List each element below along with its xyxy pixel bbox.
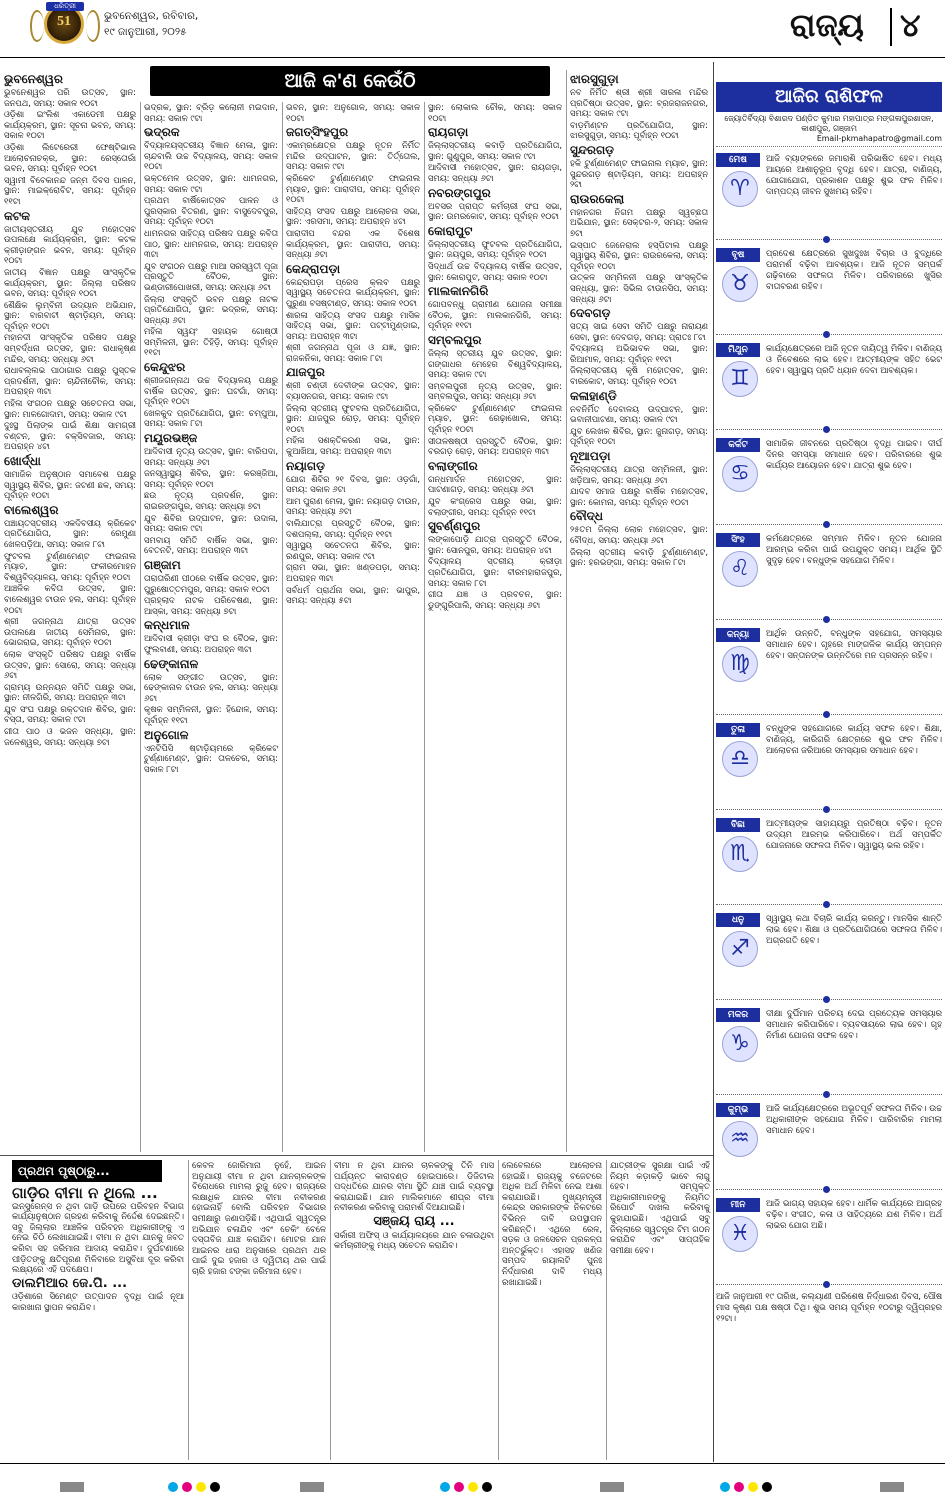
event-entry: ଖେଳକୁଦ ପ୍ରତିଯୋଗିତା, ସ୍ଥାନ: ଚମ୍ପୁଆ, ସମୟ: ସକାଳ ୮ଟା [144, 407, 278, 429]
location-heading: ରାଉରକେଲା [570, 191, 625, 206]
event-entry: ମହିଳା ସ୍ୱୟଂ ସହାୟକ ଗୋଷ୍ଠୀ ସମ୍ମିଳନୀ, ସ୍ଥାନ: ତିହିଡ଼ି, ସମୟ: ପୂର୍ବାହ୍ନ ୧୧ଟା [144, 326, 278, 358]
zodiac-divider [716, 1189, 942, 1190]
event-entry: ଗୀତା ଯଜ୍ଞ ଓ ପ୍ରବଚନ, ସ୍ଥାନ: ଡୁଙ୍ଗୁରିପାଲି, ସମୟ: ସନ୍ଧ୍ୟା ୬ଟା [428, 589, 562, 610]
location-heading: ମାଲକାନଗିରି [428, 284, 489, 299]
horoscope-email: Email-pkmahapatro@gmail.com [716, 134, 942, 147]
column-divider [498, 1160, 499, 1460]
zodiac-divider [716, 904, 942, 905]
zodiac-symbol-icon: ♉ [722, 266, 758, 302]
horoscope-title: ଆଜିର ରାଶିଫଳ [716, 82, 942, 112]
black-dot [762, 1482, 772, 1492]
listing-column-3 [286, 102, 420, 607]
dateline-date: ୧୯ ଜାନୁଆରୀ, ୨୦୨୫ [104, 26, 187, 38]
zodiac-divider [716, 1284, 942, 1285]
event-entry: ଜିଲ୍ଲା ସ୍ତରୀୟ କବାଡ଼ି ଟୁର୍ଣ୍ଣାମେଣ୍ଟ, ସ୍ଥାନ: ହରଭଙ୍ଗା, ସମୟ: ସକାଳ ୮ଟା [570, 546, 708, 568]
event-entry: ଲଙ୍କାପୋଡ଼ି ଯାତ୍ରା ପ୍ରସ୍ତୁତି ବୈଠକ, ସ୍ଥାନ: ସୋନପୁର, ସମୟ: ଅପରାହ୍ନ ୪ଟା [428, 534, 562, 555]
zodiac-entry [716, 147, 942, 242]
event-entry: ବିଦ୍ୟାଳୟସ୍ତରୀୟ ବିଜ୍ଞାନ ମେଳା, ସ୍ଥାନ: ଚାନ୍ଦବାଲି ଉଚ୍ଚ ବିଦ୍ୟାଳୟ, ସମୟ: ସକାଳ ୧୦ଟା [144, 140, 278, 172]
event-entry: ନବ ନିର୍ମିତ ଶ୍ରୀ ଶ୍ରୀ ସାରଳା ମନ୍ଦିର ପ୍ରତିଷ୍ଠା ଉତ୍ସବ, ସ୍ଥାନ: ବ୍ରଜରାଜନଗର, ସମୟ: ସକାଳ ୯ଟା [570, 87, 708, 119]
event-entry: ଆଦିବାସୀ ମହୋତ୍ସବ, ସ୍ଥାନ: ରାୟଗଡ଼ା, ସମୟ: ସନ୍ଧ୍ୟା ୬ଟା [428, 162, 562, 183]
location-heading: କଳାହାଣ୍ଡି [570, 388, 617, 403]
zodiac-divider [716, 714, 942, 715]
zodiac-name: ମକର [716, 1008, 760, 1022]
story-text: ଇନ୍ସୁରେନ୍ସ ନ ଥିବା ଗାଡ଼ି ଉପରେ ପରିବହନ ବିଭାଗ କାର୍ଯ୍ୟାନୁଷ୍ଠାନ ଗ୍ରହଣ କରିବାକୁ ନିର୍ଦ୍ଦେଶ ଦେଇଛନ୍ତି। ସବୁ ଜିଲ୍ଲାର ଆଞ୍ଚଳିକ ପରିବହନ ଅଧିକାରୀଙ୍କୁ ଏ ନେଇ ଚିଠି ଲେଖାଯାଇଛି। ବୀମା ନ ଥିବା ଯାନକୁ ଜବତ କରିବା ସହ ଜରିମାନା ଆଦାୟ କରାଯିବ। ଦୁର୍ଘଟଣାରେ ପୀଡ଼ିତଙ୍କୁ କ୍ଷତିପୂରଣ ମିଳିବାରେ ଅସୁବିଧା ଦୂର କରିବା ଲକ୍ଷ୍ୟରେ ଏହି ପଦକ୍ଷେପ। [12, 1200, 184, 1275]
story-column-1 [12, 1184, 184, 1313]
listing-column-2 [144, 102, 278, 775]
zodiac-name: କୁମ୍ଭ [716, 1103, 760, 1117]
event-entry: ଏକାମ୍ରକ୍ଷେତ୍ର ପକ୍ଷରୁ ନୂତନ ନିର୍ମିତ ମନ୍ଦିର ଉଦ୍‌ଘାଟନ, ସ୍ଥାନ: ତିର୍ତ୍ତୋଲ, ସମୟ: ସକାଳ ୯ଟା [286, 140, 420, 172]
registration-bar [880, 1482, 904, 1492]
event-entry: ଗନ୍ଧମାର୍ଦନ ମହୋତ୍ସବ, ସ୍ଥାନ: ପାଟଣାଗଡ଼, ସମୟ: ସନ୍ଧ୍ୟା ୬ଟା [428, 473, 562, 495]
zodiac-divider [716, 619, 942, 620]
zodiac-name: ମୀନ [716, 1198, 760, 1212]
location-heading: କନ୍ଧମାଳ [144, 618, 190, 633]
laurel-left-icon [30, 10, 44, 42]
column-divider [330, 1160, 331, 1460]
event-entry: ଭଦ୍ରକ, ସ୍ଥାନ: ବ୍ରିଡ଼ କଲୋନୀ ମଇଦାନ, ସମୟ: ସକାଳ ୯ଟା [144, 102, 278, 123]
event-entry: ଆଦିବାସୀ କ୍ରୀଡ଼ା ସଂଘ ର ବୈଠକ, ସ୍ଥାନ: ଫୁଲବାଣୀ, ସମୟ: ଅପରାହ୍ନ ୩ଟା [144, 633, 278, 654]
zodiac-prediction: ପ୍ରଦେଶ କ୍ଷେତ୍ରରେ ସୁଖଦୁଃଖ ବିଚାର ଓ ବୁଦ୍ଧିରେ ପରାମର୍ଶ ବଢ଼ିବା ଆବଶ୍ୟକ। ଆଜି ନୂତନ ସମ୍ପର୍କ ଗଢ଼ିବାରେ ସଫଳତା ମିଳିବ। ପରିବାରରେ ଖୁସିର ବାତାବରଣ ରହିବ। [766, 248, 942, 291]
dateline [104, 8, 198, 40]
zodiac-name: କର୍କଟ [716, 438, 760, 452]
listing-column-5 [570, 70, 708, 569]
listing-banner: ଆଜି କ'ଣ କେଉଁଠି [150, 66, 550, 96]
zodiac-divider [716, 1094, 942, 1095]
story-column-3 [334, 1160, 494, 1251]
cyan-dot [720, 1482, 730, 1492]
zodiac-prediction: କର୍ମକ୍ଷେତ୍ରରେ ସମ୍ମାନ ମିଳିବ। ନୂତନ ଯୋଜନା ଆରମ୍ଭ କରିବା ପାଇଁ ଉପଯୁକ୍ତ ସମୟ। ଆର୍ଥିକ ସ୍ଥିତି ସୁଦୃଢ଼ ହେବ। ବନ୍ଧୁଙ୍କ ସହଯୋଗ ମିଳିବ। [766, 533, 942, 565]
zodiac-entry [716, 432, 942, 527]
events-listing [0, 62, 712, 1152]
section-separator [890, 8, 892, 46]
location-heading: କେନ୍ଦୁଝର [144, 360, 186, 375]
zodiac-entry [716, 337, 942, 432]
registration-bar [600, 1482, 624, 1492]
story-byline: ସଞ୍ଜୟ ରାୟ ... [373, 1213, 455, 1229]
event-entry: ଜିଲ୍ଲାସ୍ତରୀୟ ଯାତ୍ରା ସମ୍ମିଳନୀ, ସ୍ଥାନ: ଖଡ଼ିଆଳ, ସମୟ: ସନ୍ଧ୍ୟା ୬ଟା [570, 464, 708, 485]
event-entry: ଜନସ୍ୱାସ୍ଥ୍ୟ ଶିବିର, ସ୍ଥାନ: କରଞ୍ଜିଆ, ସମୟ: ପୂର୍ବାହ୍ନ ୧୦ଟା [144, 468, 278, 489]
event-entry: ଗୀତା ପାଠ ଓ ଭଜନ ସନ୍ଧ୍ୟା, ସ୍ଥାନ: ଜଳେଶ୍ୱର, ସମୟ: ସନ୍ଧ୍ୟା ୭ଟା [4, 726, 136, 747]
zodiac-divider [716, 334, 942, 335]
zodiac-prediction: ଆତ୍ମୀୟଙ୍କ ସାହାଯ୍ୟରୁ ପ୍ରତିଷ୍ଠା ବଢ଼ିବ। ନୂତନ ଉଦ୍ୟମ ଆରମ୍ଭ କରିପାରିବେ। ଅର୍ଥ ସମ୍ପର୍କିତ ଯୋଜନାରେ ସଫଳତା ମିଳିବ। ସ୍ୱାସ୍ଥ୍ୟ ଭଲ ରହିବ। [766, 818, 942, 850]
zodiac-symbol-icon: ♒ [722, 1121, 758, 1157]
event-entry: କ୍ରିକେଟ ଟୁର୍ଣ୍ଣାମେଣ୍ଟ ଫାଇନାଲ ମ୍ୟାଚ, ସ୍ଥାନ: ପାରାଦୀପ, ସମୟ: ପୂର୍ବାହ୍ନ ୧୦ଟା [286, 172, 420, 205]
event-entry: ଶ୍ରୀ ଚଣ୍ଡୀ ଦେବୀଙ୍କ ଉତ୍ସବ, ସ୍ଥାନ: ବ୍ୟାସନଗର, ସମୟ: ସକାଳ ୯ଟା [286, 380, 420, 402]
event-entry: ସୀତାଳଷଷ୍ଠୀ ପ୍ରସ୍ତୁତି ବୈଠକ, ସ୍ଥାନ: ବରଗଡ଼ ରୋଡ଼, ସମୟ: ଅପରାହ୍ନ ୩ଟା [428, 435, 562, 457]
location-heading: ଯାଜପୁର [286, 365, 325, 380]
zodiac-divider [716, 809, 942, 810]
event-entry: ସାହିତ୍ୟ ସଂସଦ ପକ୍ଷରୁ ଆଲୋଚନା ସଭା, ସ୍ଥାନ: ଏରସମା, ସମୟ: ଅପରାହ୍ନ ୪ଟା [286, 205, 420, 227]
column-divider [140, 102, 141, 1152]
event-entry: ଜିଲ୍ଲାସ୍ତରୀୟ କୃଷି ମହୋତ୍ସବ, ସ୍ଥାନ: ବାରକୋଟ, ସମୟ: ପୂର୍ବାହ୍ନ ୧୦ଟା [570, 365, 708, 387]
zodiac-name: ବିଛା [716, 818, 760, 832]
event-entry: ଫୁଟବଲ ଟୁର୍ଣ୍ଣାମେଣ୍ଟ ଫାଇନାଲ ମ୍ୟାଚ, ସ୍ଥାନ: ଫକୀରମୋହନ ବିଶ୍ୱବିଦ୍ୟାଳୟ, ସମୟ: ପୂର୍ବାହ୍ନ ୧୦ଟା [4, 550, 136, 582]
event-entry: ଭୁବନେଶ୍ୱର ପରି ଉତ୍ସବ, ସ୍ଥାନ: ଜନପଥ, ସମୟ: ସକାଳ ୧୦ଟା [4, 87, 136, 108]
event-entry: ୨୫ତମ ଜିଲ୍ଲା ଲୋକ ମହୋତ୍ସବ, ସ୍ଥାନ: ବୌଦ୍ଧ, ସମୟ: ସନ୍ଧ୍ୟା ୬ଟା [570, 524, 708, 545]
story-headline: ଗାଡ଼ିର ବୀମା ନ ଥିଲେ ... [12, 1184, 158, 1202]
listing-column-4 [428, 102, 562, 611]
horoscope-footer: ଆଜି ଜାନୁଆରୀ ୧୯ ତାରିଖ, କଲ୍ୟାଣୀ ପରିଶେଷ ନିର୍ଦ୍ଧାରଣ ଦିବସ, ପୌଷ ମାସ କୃଷ୍ଣ ପକ୍ଷ ଷଷ୍ଠୀ ତିଥି। ଶୁଭ ସମୟ ପୂର୍ବାହ୍ନ ୧୦ଟାରୁ ଦ୍ୱିପ୍ରହର ୧୨ଟା। [716, 1291, 942, 1323]
event-entry: ପଞ୍ଚାୟତସ୍ତରୀୟ ଏକଦିବସୀୟ କ୍ରିକେଟ ପ୍ରତିଯୋଗିତା, ସ୍ଥାନ: ରେମୁଣା ଖେଳପଡ଼ିଆ, ସମୟ: ସକାଳ ୮ଟା [4, 517, 136, 549]
location-heading: ନୟାଗଡ଼ [286, 458, 326, 473]
event-entry: ଅବସର ପ୍ରାପ୍ତ କର୍ମଚାରୀ ସଂଘ ସଭା, ସ୍ଥାନ: ଉମରକୋଟ, ସମୟ: ପୂର୍ବାହ୍ନ ୧୦ଟା [428, 200, 562, 222]
footer-rule [0, 1463, 945, 1464]
registration-bar [300, 1482, 324, 1492]
event-entry: ଗୋପବନ୍ଧୁ ଗ୍ରାମୀଣ ଯୋଜନା ସମୀକ୍ଷା ବୈଠକ, ସ୍ଥାନ: ମାଲକାନଗିରି, ସମୟ: ପୂର୍ବାହ୍ନ ୧୧ଟା [428, 299, 562, 331]
column-divider [188, 1160, 189, 1460]
event-entry: ସ୍ୱାମୀ ବିବେକାନନ୍ଦ ଜନ୍ମ ଦିବସ ପାଳନ, ସ୍ଥାନ: ମାଇକ୍ରୋବିଟ, ସମୟ: ପୂର୍ବାହ୍ନ ୧୧ଟା [4, 174, 136, 206]
event-entry: ଛଉ ନୃତ୍ୟ ପ୍ରଦର୍ଶନ, ସ୍ଥାନ: ରାଇରଙ୍ଗପୁର, ସମୟ: ସନ୍ଧ୍ୟା ୭ଟା [144, 490, 278, 511]
event-entry: ଭକ୍ତମେଳ ଉତ୍ସବ, ସ୍ଥାନ: ଧାମନଗର, ସମୟ: ସକାଳ ୯ଟା [144, 172, 278, 194]
zodiac-name: ସିଂହ [716, 533, 760, 547]
location-heading: ବଲାଙ୍ଗୀର [428, 458, 478, 473]
zodiac-name: ବୃଷ [716, 248, 760, 262]
zodiac-entry [716, 622, 942, 717]
event-entry: ସମବାୟ ସମିତି ବାର୍ଷିକ ସଭା, ସ୍ଥାନ: ବେତନଟି, ସମୟ: ଅପରାହ୍ନ ୩ଟା [144, 534, 278, 556]
story-text: ବୀମା ନ ଥିବା ଯାନର ଚାଳକଙ୍କୁ ତିନି ମାସ ପର୍ଯ୍ୟନ୍ତ କାରାଦଣ୍ଡ ହୋଇପାରେ। ଡିଜିଟାଲ ପଦ୍ଧତିରେ ଯାନର ବୀମା ସ୍ଥିତି ଯାଞ୍ଚ ପାଇଁ ବ୍ୟବସ୍ଥା କରାଯାଇଛି। ଯାନ ମାଲିକମାନେ ଶୀଘ୍ର ବୀମା ନବୀକରଣ କରିବାକୁ ପରାମର୍ଶ ଦିଆଯାଇଛି। [334, 1160, 494, 1213]
column-divider [566, 70, 567, 1152]
event-entry: ପ୍ରହ୍ଲାଦ ନାଟକ ପରିବେଷଣ, ସ୍ଥାନ: ଆସ୍କା, ସମୟ: ସନ୍ଧ୍ୟା ୭ଟା [144, 595, 278, 616]
zodiac-prediction: ସାମାଜିକ ଜୀବନରେ ପ୍ରତିଷ୍ଠା ବୃଦ୍ଧି ପାଇବ। ଦୀର୍ଘ ଦିନର ସମସ୍ୟା ସମାଧାନ ହେବ। ପରିବାରରେ ଶୁଭ କାର୍ଯ୍ୟର ଆୟୋଜନ ହେବ। ଯାତ୍ରା ଶୁଭ ହେବ। [766, 438, 942, 470]
event-entry: ତାରାତାରିଣୀ ପୀଠରେ ବାର୍ଷିକ ଉତ୍ସବ, ସ୍ଥାନ: ପୁରୁଷୋତ୍ତମପୁର, ସମୟ: ସକାଳ ୧୦ଟା [144, 572, 278, 594]
event-entry: ମହିଳା ସଂଗଠନ ପକ୍ଷରୁ ସଚେତନତା ସଭା, ସ୍ଥାନ: ମାଳଗୋଦାମ, ସମୟ: ସକାଳ ୯ଟା [4, 398, 136, 419]
event-entry: ଉତ୍କଳ ସମ୍ମିଳନୀ ପକ୍ଷରୁ ସାଂସ୍କୃତିକ ସନ୍ଧ୍ୟା, ସ୍ଥାନ: ସିଭିଲ ଟାଉନସିପ, ସମୟ: ସନ୍ଧ୍ୟା ୬ଟା [570, 272, 708, 304]
story-text: ଓଡ଼ିଶାରେ ସିମେଣ୍ଟ ଉତ୍ପାଦନ ବୃଦ୍ଧି ପାଇଁ ନୂଆ କାରଖାନା ସ୍ଥାପନ କରାଯିବ। [12, 1291, 184, 1312]
zodiac-symbol-icon: ♋ [722, 456, 758, 492]
zodiac-entry [716, 527, 942, 622]
zodiac-symbol-icon: ♊ [722, 361, 758, 397]
zodiac-entry [716, 907, 942, 1002]
location-heading: ବାଲେଶ୍ୱର [4, 502, 59, 517]
zodiac-entry [716, 1097, 942, 1192]
zodiac-divider [716, 524, 942, 525]
story-column-2: କେବଳ ଜୋରିମାନା ନୁହେଁ, ଆଇନ ଅନୁଯାୟୀ ବୀମା ନ ଥିବା ଯାନଚାଳକଙ୍କ ବିରୋଧରେ ମାମଲା ରୁଜୁ ହେବ। ରାଜ୍ୟରେ ଲକ୍ଷାଧିକ ଯାନର ବୀମା ନବୀକରଣ ହୋଇନାହିଁ ବୋଲି ପରିବହନ ବିଭାଗର ସମୀକ୍ଷାରୁ ଜଣାପଡ଼ିଛି। ଏଥିପାଇଁ ସ୍ୱତନ୍ତ୍ର ଅଭିଯାନ ଚଳାଯିବ ଏବଂ ଚେକିଂ ବେଳେ ଦସ୍ତାବିଜ ଯାଞ୍ଚ କରାଯିବ। ମୋଟର ଯାନ ଆଇନର ଧାରା ଅନୁସାରେ ପ୍ରଥମ ଥର ପାଇଁ ଦୁଇ ହଜାର ଓ ଦ୍ୱିତୀୟ ଥର ପାଇଁ ଚାରି ହଜାର ଟଙ୍କା ଜରିମାନା ହେବ। [192, 1160, 326, 1276]
event-entry: ଆଦିବାସୀ ନୃତ୍ୟ ଉତ୍ସବ, ସ୍ଥାନ: ବାରିପଦା, ସମୟ: ସନ୍ଧ୍ୟା ୬ଟା [144, 446, 278, 467]
story-column-5: ଯାତ୍ରୀଙ୍କ ସୁରକ୍ଷା ପାଇଁ ଏହି ନିୟମ କଡ଼ାକଡ଼ି ଭାବେ ଲାଗୁ ହେବ। ସମ୍ପୃକ୍ତ ଅଧିକାରୀମାନଙ୍କୁ ନିୟମିତ ରିପୋର୍ଟ ଦାଖଲ କରିବାକୁ କୁହାଯାଇଛି। ଏଥିପାଇଁ ସବୁ ଜିଲ୍ଲାରେ ସ୍ୱତନ୍ତ୍ର ଟିମ ଗଠନ କରାଯିବ ଏବଂ ସାପ୍ତାହିକ ସମୀକ୍ଷା ହେବ। [610, 1160, 710, 1255]
column-divider [282, 102, 283, 1152]
masthead [0, 0, 945, 58]
zodiac-divider [716, 429, 942, 430]
zodiac-entry [716, 1192, 942, 1287]
zodiac-symbol-icon: ♐ [722, 931, 758, 967]
event-entry: ବାଲିଯାତ୍ରା ପ୍ରସ୍ତୁତି ବୈଠକ, ସ୍ଥାନ: ଦଶପଲ୍ଲା, ସମୟ: ପୂର୍ବାହ୍ନ ୧୧ଟା [286, 518, 420, 539]
event-entry: ଯୁବ ଶିବିର ଉଦ୍‌ଘାଟନ, ସ୍ଥାନ: ଉଦାଳା, ସମୟ: ସକାଳ ୯ଟା [144, 512, 278, 534]
magenta-dot [182, 1482, 192, 1492]
zodiac-entry [716, 242, 942, 337]
yellow-dot [196, 1482, 206, 1492]
listing-column-1 [4, 70, 136, 748]
location-heading: ସୁବର୍ଣ୍ଣପୁର [428, 519, 481, 534]
zodiac-prediction: ଆର୍ଥିକ ଉନ୍ନତି, ବନ୍ଧୁଙ୍କ ସହଯୋଗ, ସମସ୍ୟାର ସମାଧାନ ହେବ। ଗୃହରେ ମାଙ୍ଗଳିକ କାର୍ଯ୍ୟ ସମ୍ପନ୍ନ ହେବ। ସନ୍ତାନଙ୍କ ଉନ୍ନତିରେ ମନ ପ୍ରସନ୍ନ ରହିବ। [766, 628, 942, 660]
story-column-4: ଲେବେଲରେ ଆଲୋଚନା ହୋଇଛି। ରାଜ୍ୟକୁ ବଜେଟରେ ଅଧିକ ଅର୍ଥ ମିଳିବା ନେଇ ଆଶା କରାଯାଉଛି। ମୁଖ୍ୟମନ୍ତ୍ରୀ କେନ୍ଦ୍ର ସରକାରଙ୍କ ନିକଟରେ ବିଭିନ୍ନ ଦାବି ଉପସ୍ଥାପନ କରିଛନ୍ତି। ଏଥିରେ ରେଳ, ସଡ଼କ ଓ ଜଳସେଚନ ପ୍ରକଳ୍ପ ଅନ୍ତର୍ଭୁକ୍ତ। ଏହାସହ ଖଣିଜ ସମ୍ପଦ ରୟାଲଟି ପୁନଃ ନିର୍ଦ୍ଧାରଣ ଦାବି ମଧ୍ୟ ରଖାଯାଇଛି। [502, 1160, 602, 1287]
magenta-dot [734, 1482, 744, 1492]
black-dot [210, 1482, 220, 1492]
logo-banner: ଧରିତ୍ରୀ [46, 2, 84, 11]
location-heading: ଢେଙ୍କାନାଳ [144, 656, 199, 671]
zodiac-prediction: ଆଜି ଭାଗ୍ୟ ସହାୟକ ହେବ। ଧାର୍ମିକ କାର୍ଯ୍ୟରେ ଆଗ୍ରହ ବଢ଼ିବ। ସଂଗୀତ, କଳା ଓ ସାହିତ୍ୟରେ ଯଶ ମିଳିବ। ଅର୍ଥ ଲାଭର ଯୋଗ ଅଛି। [766, 1198, 942, 1230]
location-heading: ଦେବଗଡ଼ [570, 306, 611, 321]
location-heading: ଝାରସୁଗୁଡ଼ା [570, 72, 619, 86]
zodiac-name: ଧନୁ [716, 913, 760, 927]
event-entry: ଯୁବ ଲେଖକ ଶିବିର, ସ୍ଥାନ: ଜୁନାଗଡ଼, ସମୟ: ପୂର୍ବାହ୍ନ ୧୦ଟା [570, 425, 708, 447]
zodiac-symbol-icon: ♈ [722, 171, 758, 207]
location-heading: ବୌଦ୍ଧ [570, 509, 603, 524]
zodiac-entry [716, 717, 942, 812]
location-heading: ରାୟଗଡ଼ା [428, 125, 469, 140]
location-heading: କେନ୍ଦ୍ରାପଡ଼ା [286, 261, 341, 276]
event-entry: ସିଦ୍ଧାର୍ଥ ଉଚ୍ଚ ବିଦ୍ୟାଳୟ ବାର୍ଷିକ ଉତ୍ସବ, ସ୍ଥାନ: କୋରାପୁଟ, ସମୟ: ସକାଳ ୧୦ଟା [428, 260, 562, 282]
event-entry: ଜିଲ୍ଲା ସ୍ତରୀୟ ଯୁବ ଉତ୍ସବ, ସ୍ଥାନ: ଗଙ୍ଗାଧର ମେହେର ବିଶ୍ୱବିଦ୍ୟାଳୟ, ସମୟ: ସକାଳ ୯ଟା [428, 347, 562, 380]
event-entry: ଶ୍ରୀଜଗନ୍ନାଥ ଉଚ୍ଚ ବିଦ୍ୟାଳୟ ପକ୍ଷରୁ ବାର୍ଷିକ ଉତ୍ସବ, ସ୍ଥାନ: ଘଟଗାଁ, ସମୟ: ପୂର୍ବାହ୍ନ ୧୦ଟା [144, 375, 278, 407]
zodiac-divider [716, 999, 942, 1000]
event-entry: ହକି ଟୁର୍ଣ୍ଣାମେଣ୍ଟ ଫାଇନାଲ ମ୍ୟାଚ, ସ୍ଥାନ: ସୁନ୍ଦରଗଡ଼ ଷ୍ଟାଡ଼ିୟମ, ସମୟ: ଅପରାହ୍ନ ୨ଟା [570, 157, 708, 190]
zodiac-symbol-icon: ♏ [722, 836, 758, 872]
event-entry: ଯୋଗ ଶିବିର ୨୧ ଦିବସ, ସ୍ଥାନ: ଓଡ଼ଗାଁ, ସମୟ: ସକାଳ ୬ଟା [286, 473, 420, 495]
zodiac-entry [716, 812, 942, 907]
yellow-dot [748, 1482, 758, 1492]
event-entry: ଲୋକ ସଂସ୍କୃତି ପରିଷଦ ପକ୍ଷରୁ ବାର୍ଷିକ ଉତ୍ସବ, ସ୍ଥାନ: ସୋରୋ, ସମୟ: ସନ୍ଧ୍ୟା ୬ଟା [4, 648, 136, 681]
cyan-dot [168, 1482, 178, 1492]
event-entry: ଧାମନଗର ସାହିତ୍ୟ ପରିଷଦ ପକ୍ଷରୁ କବିତା ପାଠ, ସ୍ଥାନ: ଧାମନଗର, ସମୟ: ଅପରାହ୍ନ ୩ଟା [144, 227, 278, 260]
zodiac-prediction: କାର୍ଯ୍ୟକ୍ଷେତ୍ରରେ ଆଜି ନୂତନ ଦାୟିତ୍ୱ ମିଳିବ। ବାଣିଜ୍ୟ ଓ ନିବେଶରେ ଲାଭ ହେବ। ଆତ୍ମୀୟଙ୍କ ସହିତ ଭେଟ ହେବ। ସ୍ୱାସ୍ଥ୍ୟ ପ୍ରତି ଧ୍ୟାନ ଦେବା ଆବଶ୍ୟକ। [766, 343, 942, 375]
event-entry: ଯାଦବ ସମାଜ ପକ୍ଷରୁ ବାର୍ଷିକ ମହୋତ୍ସବ, ସ୍ଥାନ: କୋମନା, ସମୟ: ପୂର୍ବାହ୍ନ ୧୦ଟା [570, 486, 708, 507]
page-divider [713, 62, 714, 1462]
event-entry: ମହାନଦୀ ସାଂସ୍କୃତିକ ପରିଷଦ ପକ୍ଷରୁ ସମ୍ବର୍ଦ୍ଧନା ଉତ୍ସବ, ସ୍ଥାନ: ରାଧାକୃଷ୍ଣ ମନ୍ଦିର, ସମୟ: ସନ୍ଧ୍ୟା ୬ଟା [4, 332, 136, 364]
event-entry: ଦୁଃସ୍ଥ ପିଲାଙ୍କ ପାଇଁ ଶିକ୍ଷା ସାମଗ୍ରୀ ବଣ୍ଟନ, ସ୍ଥାନ: ବକ୍ସିବଜାର, ସମୟ: ଅପରାହ୍ନ ୪ଟା [4, 420, 136, 452]
event-entry: ଜାତୀୟ ବିଜ୍ଞାନ ପକ୍ଷରୁ ସାଂସ୍କୃତିକ କାର୍ଯ୍ୟକ୍ରମ, ସ୍ଥାନ: ଜିଲ୍ଲା ପରିଷଦ ଭବନ, ସମୟ: ପୂର୍ବାହ୍ନ ୧୦ଟା [4, 266, 136, 299]
event-entry: ଗ୍ରାମ ସଭା, ସ୍ଥାନ: ଖଣ୍ଡପଡ଼ା, ସମୟ: ଅପରାହ୍ନ ୩ଟା [286, 562, 420, 583]
event-entry: ସର୍ବଧର୍ମ ପ୍ରାର୍ଥନା ସଭା, ସ୍ଥାନ: ଭାପୁର, ସମୟ: ସନ୍ଧ୍ୟା ୫ଟା [286, 584, 420, 606]
zodiac-name: ମିଥୁନ [716, 343, 760, 357]
horoscope-author: ଜ୍ୟୋତିର୍ବିଦ୍ୟା ବିଶାରଦ ପଣ୍ଡିତ କୁମାର ମହାପାତ୍ର ମଙ୍ଗଳାପୁରଶାସନ, କାଶୀପୁର, ଗଞ୍ଜାମ [724, 114, 934, 133]
location-heading: ସୁନ୍ଦରଗଡ଼ [570, 142, 615, 157]
event-entry: ଆଞ୍ଚଳିକ କବିତା ଉତ୍ସବ, ସ୍ଥାନ: ବାଲେଶ୍ୱର ଟାଉନ ହଲ, ସମୟ: ପୂର୍ବାହ୍ନ ୧୦ଟା [4, 583, 136, 615]
column-divider [424, 102, 425, 1152]
event-entry: ଶ୍ରୀ ଜଗନ୍ନାଥ ପୂଜା ଓ ଯଜ୍ଞ, ସ୍ଥାନ: ରାଜକନିକା, ସମୟ: ସକାଳ ୮ଟା [286, 342, 420, 363]
event-entry: ଜିଲ୍ଲା ସ୍ତରୀୟ ଫୁଟବଲ ପ୍ରତିଯୋଗିତା, ସ୍ଥାନ: ଯାଜପୁର ରୋଡ଼, ସମୟ: ପୂର୍ବାହ୍ନ ୧୦ଟା [286, 402, 420, 434]
yellow-dot [468, 1482, 478, 1492]
laurel-right-icon [86, 10, 100, 42]
event-entry: ଓଡ଼ିଶା ଲିଟେରେରୀ ଫେଷ୍ଟିଭାଲ ଆଲୋଚନାଚକ୍ର, ସ୍ଥାନ: ରେସ୍ତୋରାଁ ଭବନ, ସମୟ: ପୂର୍ବାହ୍ନ ୧୦ଟା [4, 141, 136, 174]
zodiac-symbol-icon: ♎ [722, 741, 758, 777]
location-heading: ଭଦ୍ରକ [144, 125, 180, 140]
zodiac-symbol-icon: ♑ [722, 1026, 758, 1062]
event-entry: ଶାରଳା ସାହିତ୍ୟ ସଂସଦ ପକ୍ଷରୁ ମାସିକ ସାହିତ୍ୟ ସଭା, ସ୍ଥାନ: ପଟ୍ଟାମୁଣ୍ଡାଇ, ସମୟ: ଅପରାହ୍ନ ୩ଟା [286, 309, 420, 341]
event-entry: ଯୁବ କଂଗ୍ରେସ ପକ୍ଷରୁ ସଭା, ସ୍ଥାନ: ବଲାଙ୍ଗୀର, ସମୟ: ପୂର୍ବାହ୍ନ ୧୧ଟା [428, 496, 562, 517]
event-entry: ବିଦ୍ୟାଳୟ ସ୍ତରୀୟ କ୍ରୀଡ଼ା ପ୍ରତିଯୋଗିତା, ସ୍ଥାନ: ବୀରମହାରାଜପୁର, ସମୟ: ସକାଳ ୮ଟା [428, 556, 562, 588]
magenta-dot [454, 1482, 464, 1492]
event-entry: ଆମ ପୁରାଣ ମେଳା, ସ୍ଥାନ: ନୟାଗଡ଼ ଟାଉନ, ସମୟ: ସନ୍ଧ୍ୟା ୬ଟା [286, 495, 420, 517]
event-entry: ଶ୍ରୀ ଜଗନ୍ନାଥ ଯାତ୍ରା ଉତ୍ସବ ଉପଲକ୍ଷେ ଜାତୀୟ ସେମିନାର, ସ୍ଥାନ: ଭୋଗରାଇ, ସମୟ: ପୂର୍ବାହ୍ନ ୧୦ଟା [4, 616, 136, 648]
registration-bar [60, 1482, 84, 1492]
event-entry: ସାମାଜିକ ଅନୁଷ୍ଠାନ ସମାବେଶ ପକ୍ଷରୁ ସ୍ୱାସ୍ଥ୍ୟ ଶିବିର, ସ୍ଥାନ: ଜଟଣୀ ଛକ, ସମୟ: ପୂର୍ବାହ୍ନ ୧୦ଟା [4, 469, 136, 501]
event-entry: ଓଡ଼ିଶା ଇଂଲିଶ ଏକାଡେମୀ ପକ୍ଷରୁ କାର୍ଯ୍ୟକ୍ରମ, ସ୍ଥାନ: ସୂଚନା ଭବନ, ସମୟ: ସକାଳ ୧୦ଟା [4, 109, 136, 141]
event-entry: ପ୍ରଥମ ବାର୍ଷିକୋତ୍ସବ ପାଳନ ଓ ପୁରସ୍କାର ବିତରଣ, ସ୍ଥାନ: ବାସୁଦେବପୁର, ସମୟ: ପୂର୍ବାହ୍ନ ୧୦ଟା [144, 195, 278, 227]
story-section-label: ପ୍ରଥମ ପୃଷ୍ଠାରୁ... [12, 1160, 162, 1182]
zodiac-prediction: ଆଜି ବ୍ୟାଙ୍କରେ ଜମାରାଶି ପରିଭାଷିତ ହେବ। ମଧ୍ୟ ଆୟରେ ଆଶାନୁରୂପ ବୃଦ୍ଧି ହେବ। ଯାତ୍ରା, ବାଣିଜ୍ୟ, ଯୋଗାଯୋଗ, ପ୍ରକାଶନ ପକ୍ଷରୁ ଶୁଭ ଫଳ ମିଳିବ। ଦାମ୍ପତ୍ୟ ଜୀବନ ସୁଖମୟ ରହିବ। [766, 153, 942, 196]
zodiac-symbol-icon: ♌ [722, 551, 758, 587]
location-heading: ଖୋର୍ଦ୍ଧା [4, 454, 41, 468]
location-heading: କୋରାପୁଟ [428, 223, 473, 238]
zodiac-divider [716, 239, 942, 240]
event-entry: ଜିଲ୍ଲାସ୍ତରୀୟ କବାଡ଼ି ପ୍ରତିଯୋଗିତା, ସ୍ଥାନ: ଗୁଣୁପୁର, ସମୟ: ସକାଳ ୯ଟା [428, 140, 562, 161]
location-heading: ସମ୍ବଲପୁର [428, 332, 482, 347]
logo-number: 51 [57, 14, 71, 29]
location-heading: କଟକ [4, 208, 31, 223]
event-entry: କୃଷକ ସମ୍ମିଳନୀ, ସ୍ଥାନ: ହିନ୍ଦୋଳ, ସମୟ: ପୂର୍ବାହ୍ନ ୧୧ଟା [144, 704, 278, 725]
zodiac-symbol-icon: ♍ [722, 646, 758, 682]
event-entry: ଭବନ, ସ୍ଥାନ: ଅନୁଗୋଳ, ସମୟ: ସକାଳ ୧୦ଟା [286, 102, 420, 123]
event-entry: ଜିଲ୍ଲାସ୍ତରୀୟ ଫୁଟବଲ ପ୍ରତିଯୋଗିତା, ସ୍ଥାନ: ଜୟପୁର, ସମୟ: ପୂର୍ବାହ୍ନ ୧୦ଟା [428, 238, 562, 260]
column-divider [606, 1160, 607, 1460]
story-text: ସର୍କାରୀ ଅଫିସ୍ ଓ କାର୍ଯ୍ୟାଳୟରେ ଯାନ ଚଳାଉଥିବା କର୍ମଚାରୀଙ୍କୁ ମଧ୍ୟ ସଚେତନ କରାଯିବ। [334, 1229, 494, 1251]
event-entry: ଲୋକ ସଙ୍ଗୀତ ଉତ୍ସବ, ସ୍ଥାନ: ଢେଙ୍କାନାଳ ଟାଉନ ହଲ, ସମୟ: ସନ୍ଧ୍ୟା ୬ଟା [144, 671, 278, 703]
page-number: ୪ [900, 6, 921, 44]
location-heading: ଭୁବନେଶ୍ୱର [4, 72, 63, 86]
zodiac-list [716, 147, 942, 1287]
location-heading: ଗଞ୍ଜାମ [144, 557, 181, 572]
event-entry: ଯୁବ ସଂଘ ପକ୍ଷରୁ ରକ୍ତଦାନ ଶିବିର, ସ୍ଥାନ: ବସ୍ତା, ସମୟ: ସକାଳ ୯ଟା [4, 703, 136, 725]
location-heading: ମୟୂରଭଞ୍ଜ [144, 431, 198, 446]
zodiac-entry [716, 1002, 942, 1097]
event-entry: ଶୈକ୍ଷିକ ଲୁମ୍ବିନୀ ଉଦ୍ୟାନ ଅଭିଯାନ, ସ୍ଥାନ: ବାରବାଟୀ ଷ୍ଟାଡ଼ିୟମ, ସମୟ: ପୂର୍ବାହ୍ନ ୧୦ଟା [4, 299, 136, 331]
location-heading: ଜଗତ୍‌ସିଂହପୁର [286, 125, 349, 140]
event-entry: ଇସ୍ପାତ ଜେନେରାଲ ହସ୍ପିଟାଲ ପକ୍ଷରୁ ସ୍ୱାସ୍ଥ୍ୟ ଶିବିର, ସ୍ଥାନ: ରାଉରକେଲା, ସମୟ: ପୂର୍ବାହ୍ନ ୧୦ଟା [570, 239, 708, 271]
location-heading: ଅନୁଗୋଳ [144, 727, 189, 742]
zodiac-name: କନ୍ୟା [716, 628, 760, 642]
event-entry: ଗ୍ରାମ୍ୟ ଉନ୍ନୟନ ସମିତି ପକ୍ଷରୁ ସଭା, ସ୍ଥାନ: ନୀଳଗିରି, ସମୟ: ଅପରାହ୍ନ ୩ଟା [4, 681, 136, 703]
location-heading: ନୂଆପଡ଼ା [570, 449, 611, 464]
dateline-place: ଭୁବନେଶ୍ୱର, ରବିବାର, [104, 10, 199, 22]
event-entry: ମହିଳା ସଶକ୍ତିକରଣ ସଭା, ସ୍ଥାନ: କୁଆଖିଆ, ସମୟ: ଅପରାହ୍ନ ୩ଟା [286, 435, 420, 457]
section-rule [0, 1155, 713, 1156]
event-entry: କେନ୍ଦ୍ରାପଡ଼ା ପ୍ରେସ କ୍ଲବ ପକ୍ଷରୁ ସ୍ୱାସ୍ଥ୍ୟ ସଚେତନତା କାର୍ଯ୍ୟକ୍ରମ, ସ୍ଥାନ: ପୁରୁଣା ବସଷ୍ଟାଣ୍ଡ, ସମୟ: ସକାଳ ୧୦ଟା [286, 276, 420, 308]
event-entry: ବାଡ଼ମିଣ୍ଟନ ପ୍ରତିଯୋଗିତା, ସ୍ଥାନ: ଝାରସୁଗୁଡ଼ା, ସମୟ: ପୂର୍ବାହ୍ନ ୧୦ଟା [570, 119, 708, 141]
section-title: ରାଜ୍ୟ [790, 6, 864, 44]
zodiac-name: ତୁଳା [716, 723, 760, 737]
event-entry: ଜାତୀୟସ୍ତରୀୟ ଯୁବ ମହୋତ୍ସବ ଉପଲକ୍ଷେ କାର୍ଯ୍ୟକ୍ରମ, ସ୍ଥାନ: କଟକ କ୍ରୀଡ଼ାଙ୍ଗନ ଭବନ, ସମୟ: ପୂର୍ବାହ୍ନ ୧୦ଟା [4, 223, 136, 266]
event-entry: ସମ୍ବଲପୁରୀ ନୃତ୍ୟ ଉତ୍ସବ, ସ୍ଥାନ: ସମ୍ବଲପୁର, ସମୟ: ସନ୍ଧ୍ୟା ୬ଟା [428, 380, 562, 402]
zodiac-prediction: ସ୍ୱାସ୍ଥ୍ୟ କଥା ବିଚାରି କାର୍ଯ୍ୟ କରନ୍ତୁ। ମାନସିକ ଶାନ୍ତି ଲାଭ ହେବ। ଶିକ୍ଷା ଓ ପ୍ରତିଯୋଗିତାରେ ସଫଳତା ମିଳିବ। ଅଗ୍ରଗତି ହେବ। [766, 913, 942, 945]
event-entry: ସ୍ଥାନ: ଲୋକାଲ ଚୌକ, ସମୟ: ସକାଳ ୧୦ଟା [428, 102, 562, 123]
print-marks [0, 1478, 945, 1494]
location-heading: ନବରଙ୍ଗପୁର [428, 185, 491, 200]
black-dot [482, 1482, 492, 1492]
event-entry: ମହାନଗର ନିଗମ ପକ୍ଷରୁ ସ୍ୱଚ୍ଛତା ଅଭିଯାନ, ସ୍ଥାନ: ସେକ୍ଟର-୨, ସମୟ: ସକାଳ ୭ଟା [570, 206, 708, 238]
newspaper-logo [28, 4, 98, 54]
cyan-dot [440, 1482, 450, 1492]
event-entry: ଜିଲ୍ଲା ସଂସ୍କୃତି ଭବନ ପକ୍ଷରୁ ନାଟକ ପ୍ରତିଯୋଗିତା, ସ୍ଥାନ: ଭଦ୍ରକ, ସମୟ: ସନ୍ଧ୍ୟା ୬ଟା [144, 293, 278, 325]
event-entry: ରାଧାବଲ୍ଲଭ ପାଠାଗାର ପକ୍ଷରୁ ପୁସ୍ତକ ପ୍ରଦର୍ଶନୀ, ସ୍ଥାନ: ଚାନ୍ଦିନୀଚୌକ, ସମୟ: ଅପରାହ୍ନ ୩ଟା [4, 365, 136, 397]
zodiac-symbol-icon: ♓ [722, 1216, 758, 1252]
event-entry: ବିଦ୍ୟାଳୟ ଅଭିଭାବକ ସଭା, ସ୍ଥାନ: ରିଆମାଳ, ସମୟ: ପୂର୍ବାହ୍ନ ୧୧ଟା [570, 343, 708, 364]
zodiac-name: ମେଷ [716, 153, 760, 167]
event-entry: ନବନିର୍ମିତ ଦେବାଳୟ ଉଦ୍‌ଘାଟନ, ସ୍ଥାନ: ଭବାନୀପାଟଣା, ସମୟ: ସକାଳ ୯ଟା [570, 403, 708, 425]
event-entry: ଏନଟିପିସି ଷ୍ଟାଡ଼ିୟମରେ କ୍ରିକେଟ ଟୁର୍ଣ୍ଣାମେଣ୍ଟ, ସ୍ଥାନ: ତାଳଚେର, ସମୟ: ସକାଳ ୮ଟା [144, 742, 278, 774]
event-entry: କ୍ରିକେଟ ଟୁର୍ଣ୍ଣାମେଣ୍ଟ ଫାଇନାଲ ମ୍ୟାଚ, ସ୍ଥାନ: ରେଢ଼ାଖୋଲ, ସମୟ: ପୂର୍ବାହ୍ନ ୧୦ଟା [428, 402, 562, 435]
zodiac-prediction: ଆଜି କାର୍ଯ୍ୟକ୍ଷେତ୍ରରେ ଅଭୂତପୂର୍ବ ସଫଳତା ମିଳିବ। ଉଚ୍ଚ ଅଧିକାରୀଙ୍କ ସହଯୋଗ ମିଳିବ। ପାରିବାରିକ ମାମଲା ସମାଧାନ ହେବ। [766, 1103, 942, 1135]
horoscope-panel [716, 82, 942, 1452]
zodiac-prediction: ଦୀକ୍ଷା ଦୁର୍ଘିମାନ ପରିଚୟ ଦେଇ ପ୍ରତ୍ୟେକ ସମସ୍ୟାର ସମାଧାନ କରିପାରିବେ। ବ୍ୟବସାୟରେ ଲାଭ ହେବ। ଗୃହ ନିର୍ମାଣ ଯୋଜନା ସଫଳ ହେବ। [766, 1008, 942, 1040]
event-entry: ସତ୍ୟ ସାଇ ସେବା ସମିତି ପକ୍ଷରୁ ନାରାୟଣ ସେବା, ସ୍ଥାନ: ଦେବଗଡ଼, ସମୟ: ପ୍ରାତଃ ୮ଟା [570, 321, 708, 342]
zodiac-prediction: ବନ୍ଧୁଙ୍କ ସହଯୋଗରେ କାର୍ଯ୍ୟ ସଫଳ ହେବ। ଶିକ୍ଷା, ବାଣିଜ୍ୟ, କାରିଗରି କ୍ଷେତ୍ରରେ ଶୁଭ ଫଳ ମିଳିବ। ଆଲୋଚନା ଜରିଆରେ ସମସ୍ୟାର ସମାଧାନ ହେବ। [766, 723, 942, 755]
event-entry: ସ୍ୱାସ୍ଥ୍ୟ ସଚେତନତା ଶିବିର, ସ୍ଥାନ: ରଣପୁର, ସମୟ: ସକାଳ ୯ଟା [286, 540, 420, 561]
event-entry: ଯୁବ ସଂଗଠନ ପକ୍ଷରୁ ମାଆ ସରସ୍ୱତୀ ପୂଜା ପ୍ରସ୍ତୁତି ବୈଠକ, ସ୍ଥାନ: ଭଣ୍ଡାରୀପୋଖରୀ, ସମୟ: ସନ୍ଧ୍ୟା ୬ଟା [144, 260, 278, 292]
story-sub-headline: ଡାଲମିଆର ଜେ.ପି. ... [12, 1275, 128, 1291]
event-entry: ପାରାଦୀପ ବନ୍ଦର ଏକ ବିଶେଷ କାର୍ଯ୍ୟକ୍ରମ, ସ୍ଥାନ: ପାରାଦୀପ, ସମୟ: ସନ୍ଧ୍ୟା ୬ଟା [286, 227, 420, 260]
